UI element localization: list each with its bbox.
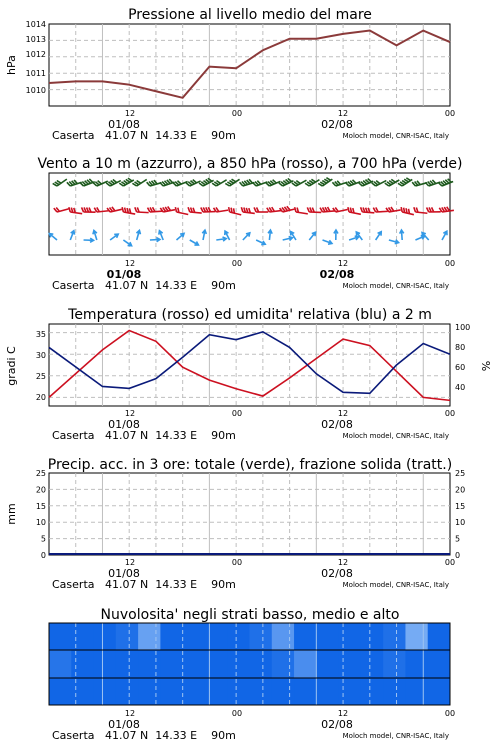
precipitation-ylabel: mm — [5, 503, 18, 525]
cloud-cell — [160, 678, 183, 705]
humidity-ylabel: % — [480, 360, 493, 372]
x-tick: 00 — [231, 709, 243, 718]
credit-label: Moloch model, CNR-ISAC, Italy — [342, 132, 449, 140]
wind-barb — [254, 207, 268, 212]
date-label: 01/08 — [108, 418, 140, 431]
wind-barb — [82, 207, 96, 212]
cloud-cell — [361, 678, 384, 705]
wind-barb — [401, 207, 414, 215]
cloud-cell — [272, 650, 295, 678]
precipitation-yticks — [36, 469, 465, 560]
precip-ytick: 10 — [35, 518, 46, 528]
x-tick: 12 — [337, 109, 349, 118]
humidity-ytick: 60 — [455, 363, 466, 372]
cloud-cell — [138, 623, 161, 650]
x-tick: 12 — [337, 709, 349, 718]
precip-ytick-right: 10 — [455, 518, 466, 528]
x-tick: 12 — [337, 409, 349, 418]
precipitation-title: Precip. acc. in 3 ore: totale (verde), frazione solida (tratt.) — [47, 457, 453, 473]
wind-barb — [201, 207, 215, 212]
wind-barb — [280, 206, 295, 212]
wind-barb — [54, 207, 69, 212]
x-tick: 12 — [124, 109, 136, 118]
cloud-cells — [49, 623, 451, 705]
wind-barb — [359, 179, 374, 186]
wind-barb — [439, 207, 454, 212]
wind-barb — [212, 180, 226, 186]
cloud-cell — [316, 650, 339, 678]
pressure-ylabel: hPa — [5, 55, 18, 75]
x-tick: 00 — [231, 409, 243, 418]
pressure-ytick: 1011 — [25, 69, 46, 78]
wind-barb — [241, 207, 254, 213]
cloud-cell — [316, 678, 339, 705]
temperature-title: Temperatura (rosso) ed umidita' relativa (blu) a 2 m — [68, 307, 432, 323]
wind-barb — [400, 230, 404, 240]
cloud-cell — [339, 650, 362, 678]
cloud-cell — [250, 650, 273, 678]
wind-barb — [414, 207, 428, 213]
cloud-cell — [71, 650, 94, 678]
cloud-cell — [116, 623, 139, 650]
pressure-frame — [49, 24, 450, 106]
wind-barb — [93, 181, 108, 186]
wind-barb — [318, 178, 332, 186]
cloud-cell — [405, 623, 428, 650]
cloud-cell — [94, 623, 117, 650]
credit-label: Moloch model, CNR-ISAC, Italy — [342, 732, 449, 740]
precip-ytick: 5 — [40, 534, 46, 544]
location-label: Caserta 41.07 N 14.33 E 90m — [52, 429, 236, 442]
wind-barb — [173, 181, 188, 186]
wind-barb — [309, 232, 315, 240]
wind-barb — [349, 236, 359, 240]
wind-barb — [307, 207, 321, 212]
wind-barb — [373, 207, 387, 212]
cloud-cell — [205, 678, 228, 705]
temp-ytick: 25 — [35, 372, 46, 381]
cloud-cell — [183, 623, 206, 650]
wind-panel — [37, 156, 462, 292]
cloud-cell — [116, 678, 139, 705]
cloud-cell — [227, 623, 250, 650]
temp-ytick: 30 — [35, 351, 46, 360]
pressure-title: Pressione al livello medio del mare — [128, 7, 372, 23]
cloud-cell — [205, 650, 228, 678]
wind-barb — [202, 230, 206, 240]
cloud-cell — [227, 650, 250, 678]
cloud-cell — [428, 650, 451, 678]
date-label: 02/08 — [321, 718, 353, 731]
wind-title: Vento a 10 m (azzurro), a 850 hPa (rosso), a 700 hPa (verde) — [37, 156, 463, 172]
wind-barb — [398, 178, 412, 186]
precip-ytick: 25 — [35, 469, 46, 478]
cloud-cell — [316, 623, 339, 650]
wind-barb — [148, 207, 162, 212]
wind-barb — [412, 181, 427, 186]
cloud-cell — [160, 650, 183, 678]
wind-barb — [320, 207, 334, 212]
wind-barb — [84, 238, 94, 242]
x-tick: 12 — [337, 259, 349, 268]
wind-barb — [427, 207, 441, 212]
humidity-series-line — [49, 332, 450, 394]
x-tick: 00 — [444, 409, 456, 418]
wind-barb — [323, 240, 332, 244]
wind-barb — [80, 179, 95, 186]
cloud-cell — [71, 678, 94, 705]
cloud-cell — [138, 678, 161, 705]
cloud-cell — [183, 678, 206, 705]
cloud-cell — [361, 650, 384, 678]
humidity-ytick: 100 — [455, 323, 471, 332]
cloud-cell — [339, 678, 362, 705]
location-label: Caserta 41.07 N 14.33 E 90m — [52, 578, 236, 591]
wind-barb — [70, 231, 74, 240]
wind-barb — [93, 230, 97, 240]
credit-label: Moloch model, CNR-ISAC, Italy — [342, 282, 449, 290]
wind-barb — [214, 207, 229, 212]
x-tick: 12 — [124, 558, 136, 567]
precip-ytick-right: 20 — [455, 485, 466, 495]
wind-barb — [333, 207, 348, 212]
wind-barb — [389, 240, 399, 244]
wind-barb — [305, 179, 319, 186]
x-tick: 00 — [444, 259, 456, 268]
date-label: 02/08 — [319, 268, 355, 281]
wind-barb — [106, 179, 121, 186]
wind-barb — [361, 207, 375, 213]
cloud-cell — [405, 678, 428, 705]
date-label: 02/08 — [321, 118, 353, 131]
wind-barb — [348, 207, 361, 214]
wind-barb — [132, 179, 146, 186]
wind-barb — [186, 180, 201, 186]
cloud-cell — [405, 650, 428, 678]
wind-barb — [135, 207, 149, 212]
precip-ytick: 20 — [35, 485, 46, 495]
pressure-panel — [5, 7, 455, 142]
wind-barb — [372, 181, 387, 186]
cloud-cell — [183, 650, 206, 678]
cloud-cell — [49, 678, 72, 705]
cloud-cell — [383, 650, 406, 678]
wind-barbs — [49, 178, 454, 246]
date-label: 02/08 — [321, 567, 353, 580]
date-label: 01/08 — [108, 118, 140, 131]
date-label: 01/08 — [108, 718, 140, 731]
wind-barb — [216, 237, 226, 241]
precip-ytick-right: 0 — [455, 551, 461, 560]
wind-barb — [123, 240, 131, 246]
wind-barb — [49, 234, 57, 240]
x-tick: 12 — [124, 259, 136, 268]
pressure-ytick: 1012 — [25, 50, 46, 59]
wind-barb — [345, 180, 360, 186]
wind-barb — [253, 181, 268, 186]
wind-barb — [160, 207, 175, 212]
wind-barb — [438, 179, 453, 186]
wind-barb — [442, 231, 447, 240]
wind-barb — [332, 181, 347, 186]
cloud-cell — [160, 623, 183, 650]
wind-barb — [385, 179, 399, 186]
precipitation-panel — [5, 457, 465, 591]
wind-barb — [279, 178, 294, 186]
temperature-series-line — [49, 330, 450, 400]
cloud-cell — [49, 650, 72, 678]
precipitation-grid — [49, 473, 450, 555]
pressure-ytick: 1010 — [25, 86, 46, 95]
date-label: 01/08 — [106, 268, 142, 281]
cloud-cell — [227, 678, 250, 705]
pressure-series-line — [49, 31, 450, 98]
cloud-cell — [205, 623, 228, 650]
wind-barb — [175, 207, 188, 214]
cloud-cell — [383, 623, 406, 650]
wind-barb — [267, 207, 282, 212]
x-tick: 00 — [231, 558, 243, 567]
wind-barb — [199, 178, 214, 186]
temp-ytick: 20 — [35, 393, 46, 402]
location-label: Caserta 41.07 N 14.33 E 90m — [52, 129, 236, 142]
wind-barb — [94, 207, 108, 212]
x-tick: 00 — [444, 709, 456, 718]
cloud-cell — [428, 678, 451, 705]
wind-barb — [147, 180, 162, 186]
wind-barb — [67, 180, 82, 186]
cloud-panel — [49, 607, 455, 742]
cloud-cell — [116, 650, 139, 678]
precip-ytick: 15 — [35, 501, 46, 511]
wind-barb — [110, 234, 118, 240]
cloud-cell — [383, 678, 406, 705]
wind-barb — [268, 230, 272, 240]
wind-barb — [243, 233, 250, 240]
humidity-ytick: 80 — [455, 343, 466, 352]
precipitation-frame — [49, 473, 450, 555]
pressure-grid — [49, 24, 450, 106]
location-label: Caserta 41.07 N 14.33 E 90m — [52, 729, 236, 742]
temp-ytick: 35 — [35, 330, 46, 339]
cloud-cell — [138, 650, 161, 678]
precip-ytick-right: 15 — [455, 501, 466, 511]
location-label: Caserta 41.07 N 14.33 E 90m — [52, 279, 236, 292]
pressure-ytick: 1014 — [25, 20, 46, 29]
wind-barb — [107, 207, 122, 212]
wind-barb — [150, 238, 160, 242]
x-tick: 00 — [231, 109, 243, 118]
x-tick: 12 — [124, 409, 136, 418]
cloud-cell — [94, 678, 117, 705]
cloud-cell — [250, 623, 273, 650]
wind-barb — [292, 180, 307, 186]
cloud-cell — [294, 623, 317, 650]
cloud-cell — [272, 678, 295, 705]
cloud-cell — [71, 623, 94, 650]
wind-barb — [188, 207, 202, 213]
wind-barb — [425, 180, 440, 186]
wind-barb — [334, 230, 338, 240]
wind-barb — [119, 178, 133, 186]
wind-barb — [190, 240, 199, 245]
cloud-cell — [428, 623, 451, 650]
cloud-cell — [294, 650, 317, 678]
wind-barb — [283, 237, 293, 241]
temperature-panel — [5, 307, 493, 442]
wind-barb — [266, 180, 281, 186]
precip-ytick: 0 — [40, 551, 46, 560]
date-label: 01/08 — [108, 567, 140, 580]
cloud-cell — [49, 623, 72, 650]
wind-barb — [376, 232, 382, 240]
humidity-ytick: 40 — [455, 383, 466, 392]
cloud-cell — [294, 678, 317, 705]
x-tick: 00 — [444, 558, 456, 567]
cloud-cell — [339, 623, 362, 650]
credit-label: Moloch model, CNR-ISAC, Italy — [342, 432, 449, 440]
precip-ytick-right: 25 — [455, 469, 466, 478]
cloud-cell — [94, 650, 117, 678]
x-tick: 12 — [337, 558, 349, 567]
wind-barb — [240, 179, 255, 186]
cloud-cell — [250, 678, 273, 705]
wind-barb — [53, 179, 67, 186]
wind-barb — [386, 207, 401, 212]
wind-barb — [160, 179, 175, 186]
wind-barb — [256, 240, 265, 245]
date-label: 02/08 — [321, 418, 353, 431]
cloud-title: Nuvolosita' negli strati basso, medio e alto — [100, 607, 400, 623]
precip-ytick-right: 5 — [455, 534, 461, 544]
wind-barb — [295, 207, 308, 214]
cloud-cell — [361, 623, 384, 650]
cloud-cell — [272, 623, 295, 650]
wind-barb — [136, 230, 140, 240]
wind-barb — [122, 207, 135, 214]
x-tick: 12 — [124, 709, 136, 718]
wind-barb — [229, 207, 242, 215]
x-tick: 00 — [444, 109, 456, 118]
temperature-ylabel: gradi C — [5, 346, 18, 386]
pressure-ytick: 1013 — [25, 35, 46, 44]
x-tick: 00 — [231, 259, 243, 268]
credit-label: Moloch model, CNR-ISAC, Italy — [342, 581, 449, 589]
wind-barb — [225, 179, 239, 186]
